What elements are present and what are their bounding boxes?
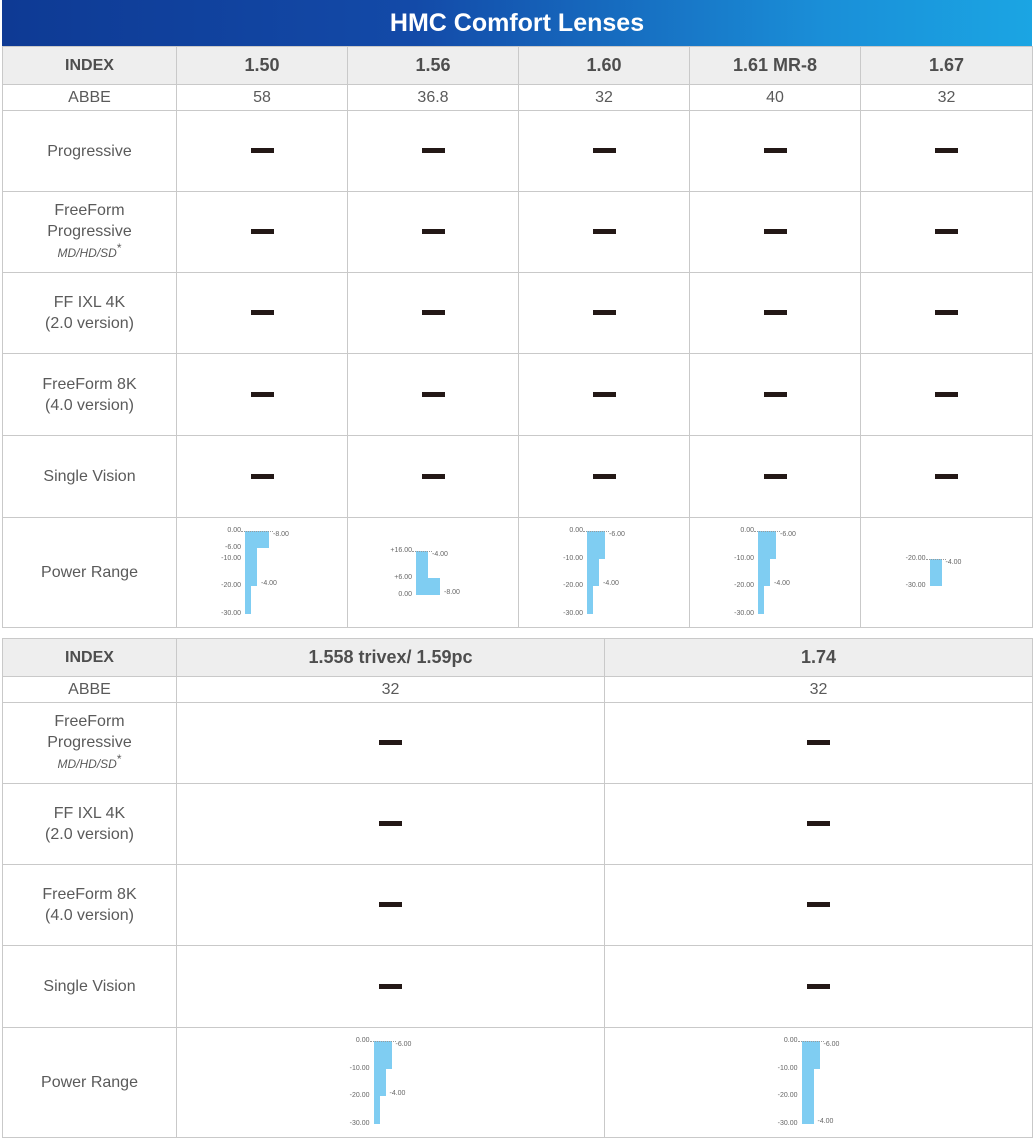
available-mark [422,392,445,397]
sphere-tick-label: 0.00 [783,1037,798,1045]
feature-label-line: FreeForm 8K [42,886,137,903]
sphere-tick-label: +6.00 [394,574,412,581]
feature-label-line: (4.0 version) [45,396,134,414]
lens-table-1 [2,46,1033,628]
available-mark [935,392,958,397]
index-value: 1.60 [519,47,690,85]
availability-cell [348,111,519,192]
availability-cell [177,946,605,1028]
feature-label: Single Vision [3,436,177,518]
available-mark [764,310,787,315]
top-guide-line [370,1041,396,1042]
availability-cell [177,111,348,192]
feature-label-line: FF IXL 4K [53,805,126,822]
abbe-label: ABBE [3,677,177,703]
cylinder-label: -4.00 [817,1117,834,1125]
availability-cell [348,273,519,354]
power-range-bar [245,559,257,587]
available-mark [935,148,958,153]
feature-row-single-vision [3,946,1033,1028]
cylinder-label: -8.00 [273,531,289,539]
feature-row-freeform-8k [3,865,1033,946]
sphere-tick-label: -30.00 [221,609,241,617]
cylinder-label: -4.00 [603,580,619,588]
available-mark [935,474,958,479]
feature-label-line: (2.0 version) [45,826,134,843]
available-mark [807,984,830,989]
availability-cell [519,354,690,436]
availability-cell [861,273,1033,354]
sphere-tick-label: -20.00 [563,582,583,590]
feature-label [3,354,177,436]
available-mark [422,148,445,153]
feature-label-line: FF IXL 4K [53,294,126,311]
cylinder-label: -6.00 [609,531,625,539]
availability-cell [861,436,1033,518]
feature-row-ff-ixl-4k [3,273,1033,354]
available-mark [251,148,274,153]
top-guide-line [583,531,609,532]
sphere-tick-label: -30.00 [349,1119,370,1127]
power-range-chart [559,527,649,618]
index-value: 1.56 [348,47,519,85]
cylinder-label: -6.00 [823,1041,840,1049]
feature-row-progressive [3,111,1033,192]
power-range-row [3,1028,1033,1138]
abbe-value: 40 [690,85,861,111]
available-mark [379,902,402,907]
footnote-mark: * [116,752,122,766]
feature-label [3,192,177,273]
feature-row-freeform-progressive [3,703,1033,784]
power-range-chart [774,1037,864,1128]
power-range-bar [802,1069,814,1124]
power-range-cell [861,518,1033,628]
available-mark [379,740,402,745]
top-guide-line [754,531,780,532]
availability-cell [177,436,348,518]
index-row [3,47,1033,85]
availability-cell [861,111,1033,192]
availability-cell [605,703,1033,784]
power-range-bar [587,559,599,587]
feature-row-freeform-8k [3,354,1033,436]
index-value: 1.558 trivex/ 1.59pc [177,639,605,677]
sphere-tick-label: 0.00 [227,527,241,535]
power-range-bar [416,551,428,579]
feature-label-line: FreeForm [54,713,125,730]
available-mark [251,474,274,479]
available-mark [593,392,616,397]
power-range-chart [346,1037,436,1128]
feature-label-line: FreeForm 8K [42,375,137,393]
top-guide-line [241,531,273,532]
sphere-tick-label: -10.00 [777,1064,798,1072]
power-range-cell [690,518,861,628]
availability-cell [177,273,348,354]
power-range-bar [758,531,776,559]
abbe-value: 32 [177,677,605,703]
sphere-tick-label: +16.00 [390,546,412,554]
power-range-cell [177,518,348,628]
power-range-bar [374,1041,392,1069]
power-range-bar [416,578,440,595]
available-mark [251,229,274,234]
cylinder-label: -8.00 [444,588,460,596]
sphere-tick-label: -6.00 [225,543,241,551]
abbe-label: ABBE [3,85,177,111]
abbe-value: 36.8 [348,85,519,111]
abbe-value: 32 [519,85,690,111]
power-range-chart [388,547,478,599]
sphere-tick-label: -30.00 [563,609,583,617]
available-mark [807,740,830,745]
feature-label-line: Progressive [47,223,132,240]
availability-cell [690,192,861,273]
available-mark [593,474,616,479]
cylinder-label: -4.00 [432,550,448,558]
availability-cell [177,192,348,273]
availability-cell [519,111,690,192]
cylinder-label: -4.00 [389,1090,406,1098]
top-guide-line [412,551,432,552]
sphere-tick-label: -20.00 [777,1092,798,1100]
design-variants: MD/HD/SD [57,246,117,260]
index-value: 1.74 [605,639,1033,677]
sphere-tick-label: -20.00 [905,554,926,562]
feature-label-line: (2.0 version) [45,315,134,332]
power-range-row [3,518,1033,628]
feature-label-line: FreeForm [54,202,125,219]
sphere-tick-label: 0.00 [355,1037,370,1045]
available-mark [422,229,445,234]
design-variants: MD/HD/SD [57,757,117,771]
top-guide-line [926,559,946,560]
available-mark [422,474,445,479]
availability-cell [348,436,519,518]
availability-cell [177,784,605,865]
availability-cell [690,273,861,354]
availability-cell [605,865,1033,946]
power-range-chart [902,555,992,591]
available-mark [379,984,402,989]
feature-row-ff-ixl-4k [3,784,1033,865]
feature-label: Single Vision [3,946,177,1028]
available-mark [764,474,787,479]
cylinder-label: -4.00 [261,580,277,588]
index-value: 1.61 MR-8 [690,47,861,85]
availability-cell [861,192,1033,273]
available-mark [764,392,787,397]
index-value: 1.67 [861,47,1033,85]
available-mark [251,392,274,397]
availability-cell [519,436,690,518]
power-range-bar [587,531,605,559]
power-range-label: Power Range [3,518,177,628]
feature-label: Progressive [3,111,177,192]
power-range-bar [374,1096,380,1124]
availability-cell [348,192,519,273]
power-range-bar [587,586,593,614]
sphere-tick-label: -10.00 [734,554,754,562]
availability-cell [861,354,1033,436]
power-range-cell [519,518,690,628]
index-label: INDEX [3,47,177,85]
sphere-tick-label: -10.00 [221,554,241,562]
sphere-tick-label: -30.00 [905,582,926,590]
power-range-bar [374,1069,386,1097]
sphere-tick-label: -10.00 [563,554,583,562]
available-mark [764,229,787,234]
power-range-cell [348,518,519,628]
availability-cell [348,354,519,436]
power-range-bar [758,586,764,614]
available-mark [251,310,274,315]
feature-row-freeform-progressive [3,192,1033,273]
available-mark [935,229,958,234]
available-mark [807,821,830,826]
availability-cell [690,354,861,436]
availability-cell [605,946,1033,1028]
feature-label [3,865,177,946]
sphere-tick-label: -20.00 [221,582,241,590]
sphere-tick-label: 0.00 [740,527,754,535]
abbe-value: 58 [177,85,348,111]
availability-cell [519,273,690,354]
sphere-tick-label: -30.00 [734,609,754,617]
cylinder-label: -4.00 [945,558,962,566]
feature-label [3,273,177,354]
abbe-value: 32 [605,677,1033,703]
feature-row-single-vision [3,436,1033,518]
sphere-tick-label: -20.00 [349,1092,370,1100]
cylinder-label: -6.00 [395,1041,412,1049]
index-row [3,639,1033,677]
available-mark [379,821,402,826]
sphere-tick-label: 0.00 [398,590,412,598]
page-title: HMC Comfort Lenses [2,0,1032,46]
power-range-cell [177,1028,605,1138]
available-mark [593,148,616,153]
sphere-tick-label: -20.00 [734,582,754,590]
availability-cell [519,192,690,273]
availability-cell [605,784,1033,865]
power-range-cell [605,1028,1033,1138]
availability-cell [177,354,348,436]
feature-label-line: Progressive [47,734,132,751]
availability-cell [690,111,861,192]
abbe-value: 32 [861,85,1033,111]
top-guide-line [798,1041,824,1042]
power-range-bar [802,1041,820,1069]
footnote-mark: * [116,241,122,255]
sphere-tick-label: 0.00 [569,527,583,535]
feature-label-line: (4.0 version) [45,907,134,924]
availability-cell [177,703,605,784]
cylinder-label: -6.00 [780,531,796,539]
available-mark [422,310,445,315]
availability-cell [177,865,605,946]
sphere-tick-label: -30.00 [777,1119,798,1127]
lens-table-2 [2,638,1033,1138]
power-range-bar [245,531,269,548]
availability-cell [690,436,861,518]
index-value: 1.50 [177,47,348,85]
power-range-bar [758,559,770,587]
cylinder-label: -4.00 [774,580,790,588]
available-mark [593,310,616,315]
power-range-chart [730,527,820,618]
feature-label [3,703,177,784]
power-range-bar [930,559,942,587]
power-range-bar [245,586,251,614]
power-range-label: Power Range [3,1028,177,1138]
available-mark [764,148,787,153]
abbe-row [3,85,1033,111]
available-mark [935,310,958,315]
index-label: INDEX [3,639,177,677]
sphere-tick-label: -10.00 [349,1064,370,1072]
power-range-chart [217,527,307,618]
feature-label [3,784,177,865]
abbe-row [3,677,1033,703]
available-mark [593,229,616,234]
power-range-bar [245,548,257,559]
available-mark [807,902,830,907]
